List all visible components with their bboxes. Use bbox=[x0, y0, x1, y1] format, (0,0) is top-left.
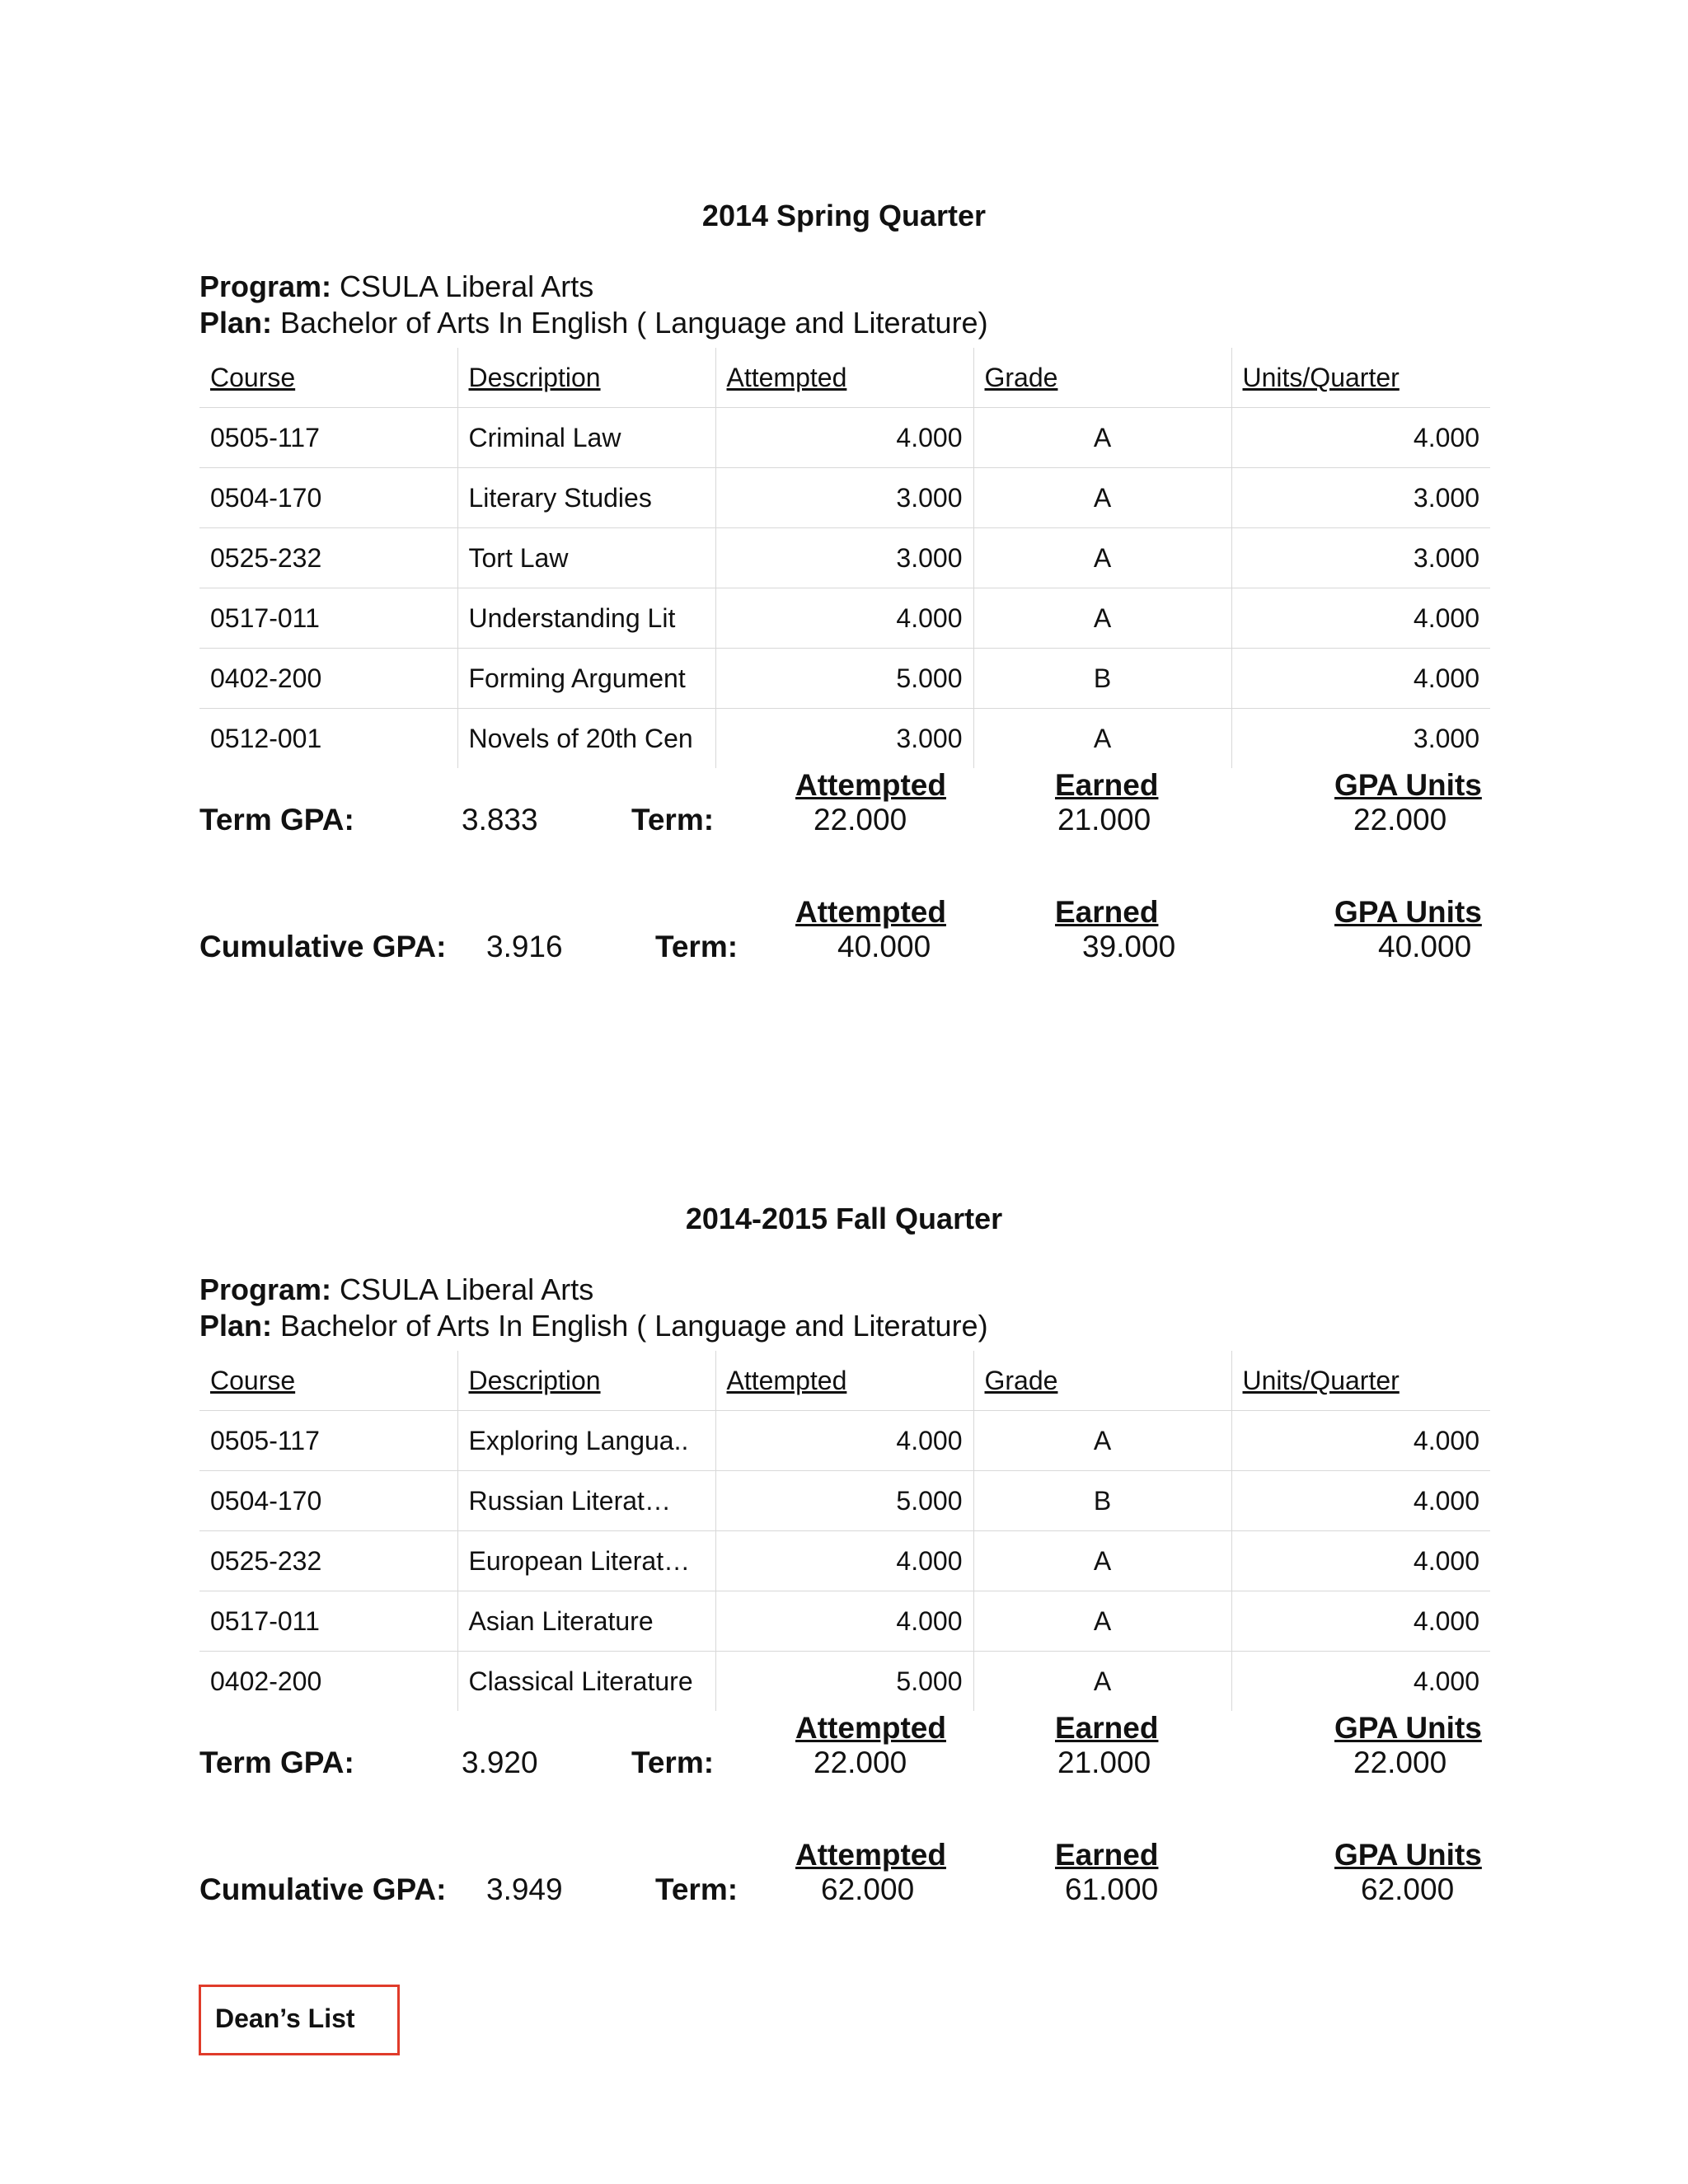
course-code: 0517-011 bbox=[199, 1591, 457, 1652]
course-attempted: 4.000 bbox=[715, 588, 973, 649]
term-title: 2014-2015 Fall Quarter bbox=[685, 1202, 1003, 1235]
course-description: Novels of 20th Cen bbox=[457, 709, 715, 769]
term-title: 2014 Spring Quarter bbox=[701, 199, 987, 232]
course-units: 4.000 bbox=[1231, 649, 1490, 709]
course-grade: A bbox=[973, 1411, 1231, 1471]
table-row bbox=[199, 1531, 1490, 1591]
gpa-units-header: GPA Units bbox=[1334, 768, 1482, 802]
term-label: Term: bbox=[631, 1746, 715, 1779]
earned-header: Earned bbox=[1055, 1711, 1159, 1745]
course-units: 4.000 bbox=[1231, 588, 1490, 649]
attempted-header: Attempted bbox=[795, 1838, 946, 1872]
course-grade: A bbox=[973, 1591, 1231, 1652]
cumulative-gpa-label: Cumulative GPA: bbox=[199, 930, 447, 963]
plan-label: Plan: bbox=[199, 1309, 273, 1343]
earned-value: 21.000 bbox=[1057, 1746, 1151, 1779]
term-gpa-label: Term GPA: bbox=[199, 1746, 354, 1779]
header-description: Description bbox=[457, 348, 715, 408]
header-attempted: Attempted bbox=[715, 348, 973, 408]
header-grade: Grade bbox=[973, 348, 1231, 408]
course-attempted: 4.000 bbox=[715, 1591, 973, 1652]
course-grade: A bbox=[973, 588, 1231, 649]
table-row bbox=[199, 1471, 1490, 1531]
cumulative-gpa-value: 3.949 bbox=[486, 1872, 563, 1906]
course-grade: A bbox=[973, 408, 1231, 468]
course-code: 0517-011 bbox=[199, 588, 457, 649]
table-header-row bbox=[199, 1351, 1490, 1411]
table-row bbox=[199, 408, 1490, 468]
course-code: 0402-200 bbox=[199, 649, 457, 709]
course-units: 4.000 bbox=[1231, 1652, 1490, 1712]
gpa-units-header: GPA Units bbox=[1334, 895, 1482, 929]
table-row bbox=[199, 468, 1490, 528]
header-course: Course bbox=[199, 348, 457, 408]
term-label: Term: bbox=[631, 803, 715, 837]
course-code: 0505-117 bbox=[199, 1411, 457, 1471]
term-section-spring-2014 bbox=[199, 198, 1489, 986]
program-value: CSULA Liberal Arts bbox=[340, 1272, 594, 1306]
header-units: Units/Quarter bbox=[1231, 1351, 1490, 1411]
course-code: 0402-200 bbox=[199, 1652, 457, 1712]
program-plan-block bbox=[199, 1272, 1489, 1344]
program-label: Program: bbox=[199, 269, 332, 303]
earned-value: 39.000 bbox=[1082, 930, 1176, 963]
attempted-header: Attempted bbox=[795, 895, 946, 929]
course-description: Exploring Langua.. bbox=[457, 1411, 715, 1471]
program-plan-block bbox=[199, 269, 1489, 341]
plan-line bbox=[199, 305, 1489, 341]
course-attempted: 4.000 bbox=[715, 1531, 973, 1591]
plan-value: Bachelor of Arts In English ( Language and Literature) bbox=[280, 306, 988, 340]
course-code: 0525-232 bbox=[199, 1531, 457, 1591]
earned-value: 61.000 bbox=[1065, 1872, 1159, 1906]
header-course: Course bbox=[199, 1351, 457, 1411]
course-units: 4.000 bbox=[1231, 1471, 1490, 1531]
course-code: 0504-170 bbox=[199, 468, 457, 528]
attempted-value: 22.000 bbox=[814, 803, 907, 837]
course-units: 3.000 bbox=[1231, 709, 1490, 769]
course-attempted: 4.000 bbox=[715, 408, 973, 468]
course-units: 4.000 bbox=[1231, 1591, 1490, 1652]
course-grade: A bbox=[973, 468, 1231, 528]
course-units: 4.000 bbox=[1231, 1411, 1490, 1471]
course-table bbox=[199, 348, 1490, 768]
term-gpa-value: 3.920 bbox=[462, 1746, 538, 1779]
course-code: 0512-001 bbox=[199, 709, 457, 769]
course-code: 0505-117 bbox=[199, 408, 457, 468]
course-description: Classical Literature bbox=[457, 1652, 715, 1712]
cumulative-gpa-label: Cumulative GPA: bbox=[199, 1872, 447, 1906]
course-description: Russian Literat… bbox=[457, 1471, 715, 1531]
header-attempted: Attempted bbox=[715, 1351, 973, 1411]
course-grade: B bbox=[973, 649, 1231, 709]
gpa-units-value: 62.000 bbox=[1361, 1872, 1455, 1906]
course-grade: A bbox=[973, 1531, 1231, 1591]
course-units: 4.000 bbox=[1231, 1531, 1490, 1591]
plan-line bbox=[199, 1308, 1489, 1344]
course-description: Criminal Law bbox=[457, 408, 715, 468]
table-header-row bbox=[199, 348, 1490, 408]
gpa-units-value: 40.000 bbox=[1378, 930, 1472, 963]
gpa-units-value: 22.000 bbox=[1353, 1746, 1447, 1779]
table-row bbox=[199, 649, 1490, 709]
cumulative-gpa-summary bbox=[199, 1838, 1489, 1929]
header-grade: Grade bbox=[973, 1351, 1231, 1411]
course-units: 3.000 bbox=[1231, 528, 1490, 588]
table-row bbox=[199, 1652, 1490, 1712]
course-code: 0504-170 bbox=[199, 1471, 457, 1531]
attempted-header: Attempted bbox=[795, 768, 946, 802]
course-description: Literary Studies bbox=[457, 468, 715, 528]
term-label: Term: bbox=[655, 930, 738, 963]
table-row bbox=[199, 528, 1490, 588]
deans-list-badge: Dean’s List bbox=[199, 1985, 400, 2055]
course-attempted: 5.000 bbox=[715, 1652, 973, 1712]
earned-header: Earned bbox=[1055, 895, 1159, 929]
attempted-value: 22.000 bbox=[814, 1746, 907, 1779]
course-attempted: 4.000 bbox=[715, 1411, 973, 1471]
header-units: Units/Quarter bbox=[1231, 348, 1490, 408]
plan-label: Plan: bbox=[199, 306, 273, 340]
gpa-units-header: GPA Units bbox=[1334, 1838, 1482, 1872]
term-label: Term: bbox=[655, 1872, 738, 1906]
table-row bbox=[199, 588, 1490, 649]
term-gpa-label: Term GPA: bbox=[199, 803, 354, 837]
course-units: 3.000 bbox=[1231, 468, 1490, 528]
attempted-value: 40.000 bbox=[837, 930, 931, 963]
term-gpa-value: 3.833 bbox=[462, 803, 538, 837]
gpa-units-header: GPA Units bbox=[1334, 1711, 1482, 1745]
course-grade: A bbox=[973, 528, 1231, 588]
course-attempted: 3.000 bbox=[715, 528, 973, 588]
course-attempted: 5.000 bbox=[715, 649, 973, 709]
course-description: Understanding Lit bbox=[457, 588, 715, 649]
program-line bbox=[199, 1272, 1489, 1308]
earned-header: Earned bbox=[1055, 1838, 1159, 1872]
term-gpa-summary bbox=[199, 768, 1489, 859]
table-row bbox=[199, 709, 1490, 769]
course-grade: A bbox=[973, 709, 1231, 769]
table-row bbox=[199, 1591, 1490, 1652]
course-grade: A bbox=[973, 1652, 1231, 1712]
earned-value: 21.000 bbox=[1057, 803, 1151, 837]
course-description: Tort Law bbox=[457, 528, 715, 588]
plan-value: Bachelor of Arts In English ( Language and Literature) bbox=[280, 1309, 988, 1343]
table-row bbox=[199, 1411, 1490, 1471]
course-attempted: 5.000 bbox=[715, 1471, 973, 1531]
course-attempted: 3.000 bbox=[715, 709, 973, 769]
gpa-units-value: 22.000 bbox=[1353, 803, 1447, 837]
course-grade: B bbox=[973, 1471, 1231, 1531]
course-table bbox=[199, 1351, 1490, 1711]
header-description: Description bbox=[457, 1351, 715, 1411]
course-description: European Literat… bbox=[457, 1531, 715, 1591]
course-description: Asian Literature bbox=[457, 1591, 715, 1652]
cumulative-gpa-value: 3.916 bbox=[486, 930, 563, 963]
program-line bbox=[199, 269, 1489, 305]
earned-header: Earned bbox=[1055, 768, 1159, 802]
term-section-fall-2014-2015 bbox=[199, 1201, 1489, 1929]
course-attempted: 3.000 bbox=[715, 468, 973, 528]
program-label: Program: bbox=[199, 1272, 332, 1306]
program-value: CSULA Liberal Arts bbox=[340, 269, 594, 303]
term-gpa-summary bbox=[199, 1711, 1489, 1802]
attempted-value: 62.000 bbox=[821, 1872, 915, 1906]
course-units: 4.000 bbox=[1231, 408, 1490, 468]
course-code: 0525-232 bbox=[199, 528, 457, 588]
cumulative-gpa-summary bbox=[199, 895, 1489, 986]
attempted-header: Attempted bbox=[795, 1711, 946, 1745]
course-description: Forming Argument bbox=[457, 649, 715, 709]
